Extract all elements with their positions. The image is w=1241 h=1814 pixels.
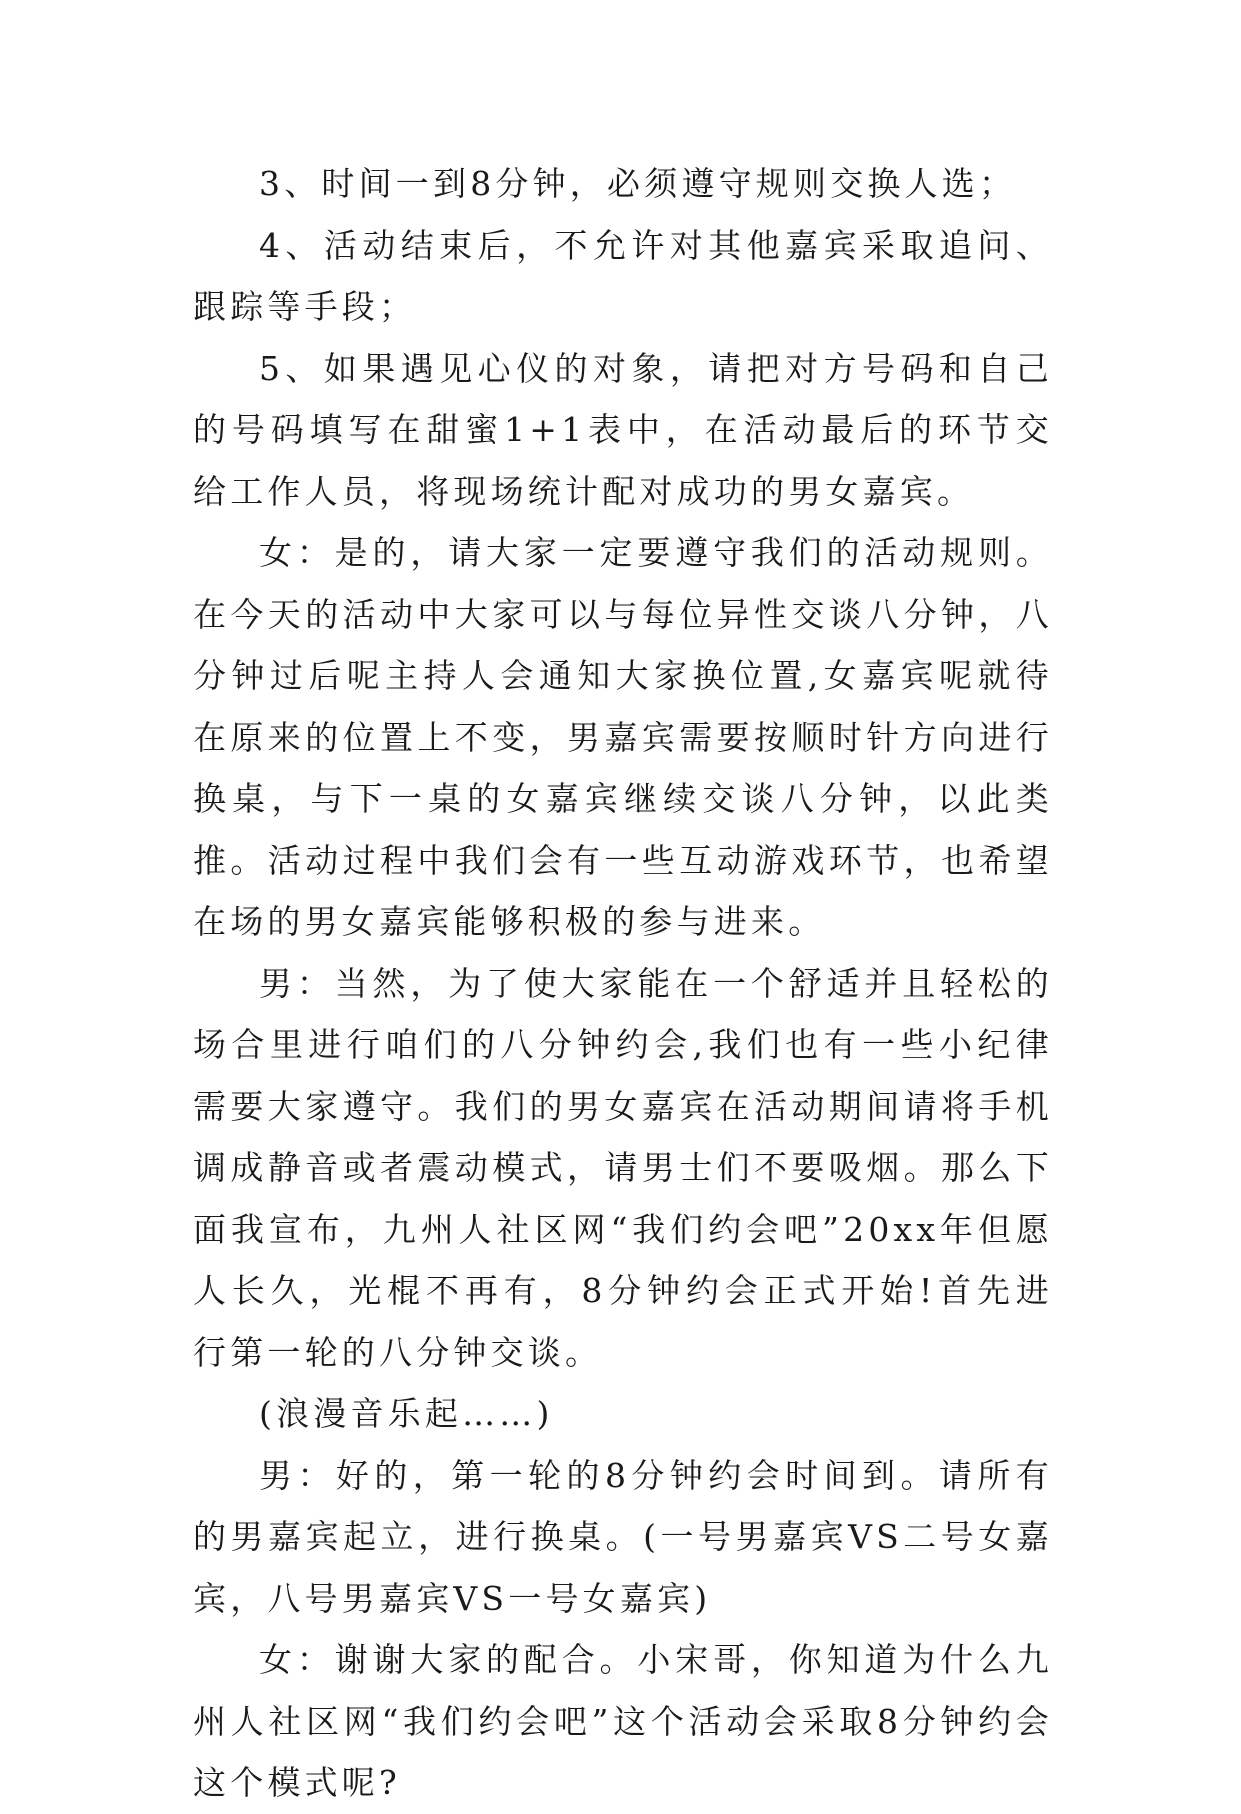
stage-direction: (浪漫音乐起……) (259, 1394, 554, 1433)
female-host-question: 女：谢谢大家的配合。小宋哥，你知道为什么九州人社区网“我们约会吧”这个活动会采取8分钟约会这个模式呢? (193, 1640, 1053, 1802)
document-body (193, 153, 1053, 1814)
rule-item-4: 4、活动结束后，不允许对其他嘉宾采取追问、跟踪等手段； (193, 225, 1053, 326)
rule-item-5: 5、如果遇见心仪的对象，请把对方号码和自己的号码填写在甜蜜1+1表中，在活动最后的环节交给工作人员，将现场统计配对成功的男女嘉宾。 (193, 348, 1053, 511)
female-host-speech: 女：是的，请大家一定要遵守我们的活动规则。在今天的活动中大家可以与每位异性交谈八分钟，八分钟过后呢主持人会通知大家换位置,女嘉宾呢就待在原来的位置上不变，男嘉宾需要按顺时针方向进行换桌，与下一桌的女嘉宾继续交谈八分钟，以此类推。活动过程中我们会有一些互动游戏环节，也希望在场的男女嘉宾能够积极的参与进来。 (193, 533, 1053, 941)
male-host-speech: 男：当然，为了使大家能在一个舒适并且轻松的场合里进行咱们的八分钟约会,我们也有一些小纪律需要大家遵守。我们的男女嘉宾在活动期间请将手机调成静音或者震动模式，请男士们不要吸烟。那么下面我宣布，九州人社区网“我们约会吧”20xx年但愿人长久，光棍不再有，8分钟约会正式开始!首先进行第一轮的八分钟交谈。 (193, 963, 1053, 1372)
male-host-round-change: 男：好的，第一轮的8分钟约会时间到。请所有的男嘉宾起立，进行换桌。(一号男嘉宾VS二号女嘉宾，八号男嘉宾VS一号女嘉宾) (193, 1455, 1053, 1618)
rule-item-3: 3、时间一到8分钟，必须遵守规则交换人选； (259, 164, 1017, 203)
